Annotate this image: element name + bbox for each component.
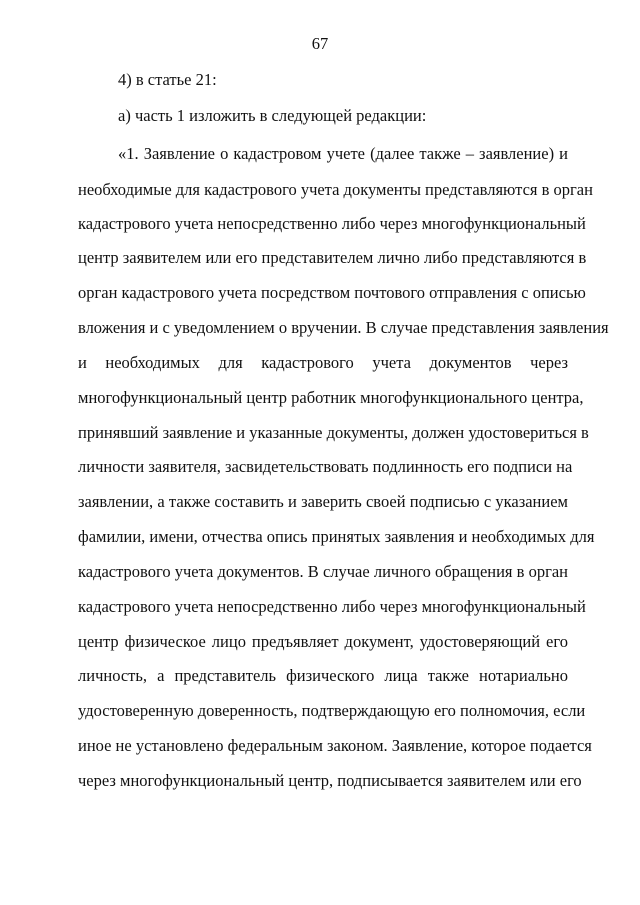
body-line: кадастрового учета непосредственно либо через многофункциональный	[78, 214, 586, 233]
page-number: 67	[311, 34, 329, 53]
body-line: иное не установлено федеральным законом. Заявление, которое подается	[78, 736, 592, 755]
body-line: фамилии, имени, отчества опись принятых заявления и необходимых для	[78, 527, 595, 546]
body-line: и необходимых для кадастрового учета документов через	[78, 353, 568, 372]
body-line: кадастрового учета непосредственно либо через многофункциональный	[78, 597, 586, 616]
body-line: центр заявителем или его представителем лично либо представляются в	[78, 248, 587, 267]
body-line: «1. Заявление о кадастровом учете (далее также – заявление) и	[118, 144, 568, 163]
body-line: заявлении, а также составить и заверить своей подписью с указанием	[78, 492, 568, 511]
body-line: личность, а представитель физического лица также нотариально	[78, 666, 568, 685]
body-line: кадастрового учета документов. В случае личного обращения в орган	[78, 562, 568, 581]
body-line: через многофункциональный центр, подписывается заявителем или его	[78, 771, 582, 790]
body-line: личности заявителя, засвидетельствовать подлинность его подписи на	[78, 457, 573, 476]
subitem-heading: а) часть 1 изложить в следующей редакции:	[118, 106, 427, 125]
body-line: центр физическое лицо предъявляет документ, удостоверяющий его	[78, 632, 568, 651]
body-line: вложения и с уведомлением о вручении. В случае представления заявления	[78, 318, 609, 337]
body-line: орган кадастрового учета посредством почтового отправления с описью	[78, 283, 586, 302]
body-line: принявший заявление и указанные документы, должен удостовериться в	[78, 423, 589, 442]
body-line: удостоверенную доверенность, подтверждающую его полномочия, если	[78, 701, 586, 720]
body-line: многофункциональный центр работник многофункционального центра,	[78, 388, 584, 407]
body-line: необходимые для кадастрового учета документы представляются в орган	[78, 180, 593, 199]
article-item-heading: 4) в статье 21:	[118, 70, 217, 89]
